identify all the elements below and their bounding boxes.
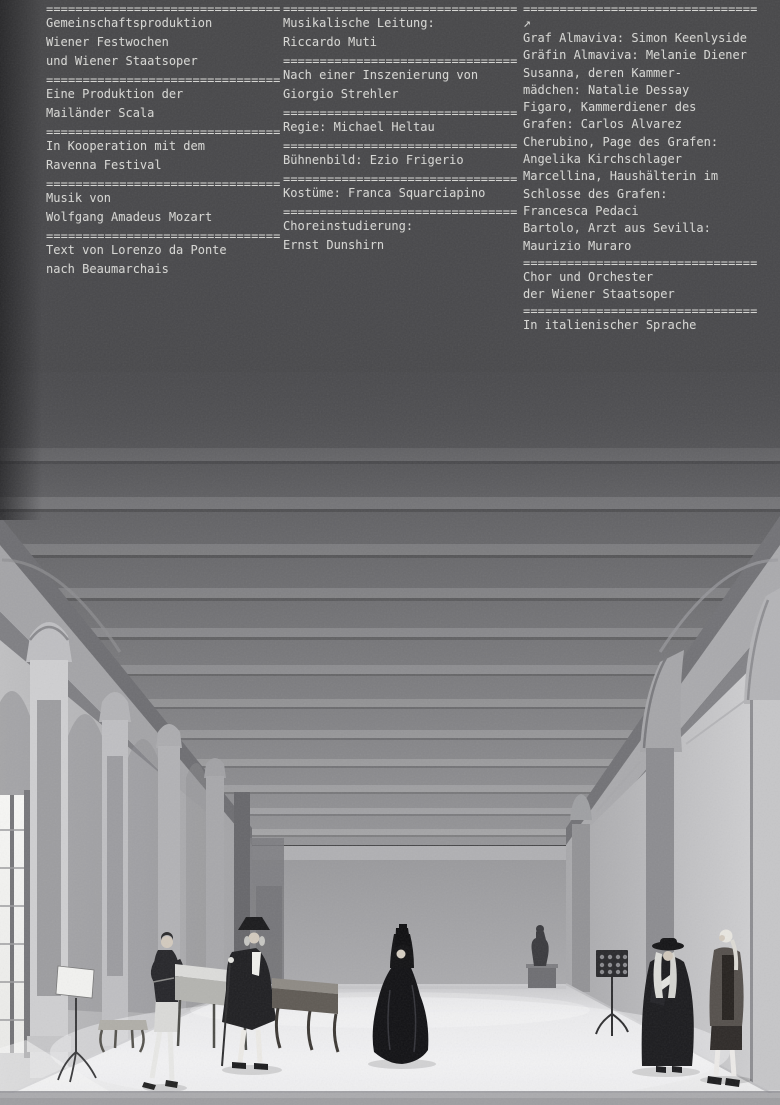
divider-rule: ================================ bbox=[46, 177, 281, 191]
credit-line: Wiener Festwochen bbox=[46, 35, 169, 49]
credit-line: Giorgio Strehler bbox=[283, 87, 399, 101]
credit-line: Gräfin Almaviva: Melanie Diener bbox=[523, 48, 747, 63]
divider-rule: ================================ bbox=[46, 229, 281, 243]
credit-line: In italienischer Sprache bbox=[523, 318, 697, 333]
column-cast-list bbox=[523, 3, 763, 337]
divider-rule: ================================ bbox=[283, 172, 518, 186]
credit-line: Cherubino, Page des Grafen: bbox=[523, 134, 719, 149]
credit-line: Grafen: Carlos Alvarez bbox=[523, 117, 682, 132]
credit-line: Susanna, deren Kammer- bbox=[523, 65, 682, 80]
divider-rule: ================================ bbox=[283, 54, 518, 68]
credit-line: Maurizio Muraro bbox=[523, 238, 632, 253]
credit-line: Schlosse des Grafen: bbox=[523, 186, 668, 201]
credit-line: und Wiener Staatsoper bbox=[46, 54, 198, 68]
credit-line: Nach einer Inszenierung von bbox=[283, 68, 479, 82]
credit-line: Marcellina, Haushälterin im bbox=[523, 169, 719, 184]
divider-rule: ================================ bbox=[283, 139, 518, 153]
credit-line: Mailänder Scala bbox=[46, 106, 155, 120]
credit-line: Chor und Orchester bbox=[523, 269, 654, 284]
credit-line: der Wiener Staatsoper bbox=[523, 287, 675, 302]
credit-line: Musikalische Leitung: bbox=[283, 16, 435, 30]
credit-line: Figaro, Kammerdiener des bbox=[523, 100, 697, 115]
divider-rule: ================================ bbox=[283, 106, 518, 120]
credit-line: Kostüme: Franca Squarciapino bbox=[283, 186, 486, 200]
credit-line: Gemeinschaftsproduktion bbox=[46, 16, 213, 30]
credit-line: Francesca Pedaci bbox=[523, 203, 639, 218]
divider-rule: ================================ bbox=[283, 2, 518, 16]
divider-rule: ================================ bbox=[523, 2, 758, 16]
credits-block bbox=[0, 0, 780, 360]
credit-line: Riccardo Muti bbox=[283, 35, 377, 49]
column-creative-team bbox=[283, 2, 518, 258]
credit-line: mädchen: Natalie Dessay bbox=[523, 82, 690, 97]
credit-line: Bühnenbild: Ezio Frigerio bbox=[283, 153, 464, 167]
credit-line: Ravenna Festival bbox=[46, 158, 162, 172]
credit-line: In Kooperation mit dem bbox=[46, 139, 205, 153]
credit-line: nach Beaumarchais bbox=[46, 262, 169, 276]
credit-line: Angelika Kirchschlager bbox=[523, 152, 682, 167]
divider-rule: ================================ bbox=[523, 255, 758, 270]
column-production-credits bbox=[46, 3, 282, 282]
credit-line: Regie: Michael Heltau bbox=[283, 120, 435, 134]
divider-rule: ================================ bbox=[46, 125, 281, 139]
divider-rule: ================================ bbox=[46, 73, 281, 87]
credit-line: Wolfgang Amadeus Mozart bbox=[46, 210, 213, 224]
credit-line: Choreinstudierung: bbox=[283, 219, 414, 233]
credit-line: Graf Almaviva: Simon Keenlyside bbox=[523, 31, 747, 45]
credit-line: Ernst Dunshirn bbox=[283, 238, 385, 252]
arrow-icon: ↗ bbox=[523, 16, 531, 31]
credit-line: Bartolo, Arzt aus Sevilla: bbox=[523, 221, 711, 236]
divider-rule: ================================ bbox=[283, 205, 518, 219]
credit-line: Eine Produktion der bbox=[46, 87, 184, 101]
credit-line: Musik von bbox=[46, 191, 112, 205]
divider-rule: ================================ bbox=[523, 304, 758, 319]
credit-line: Text von Lorenzo da Ponte bbox=[46, 243, 227, 257]
divider-rule: ================================ bbox=[46, 2, 281, 16]
